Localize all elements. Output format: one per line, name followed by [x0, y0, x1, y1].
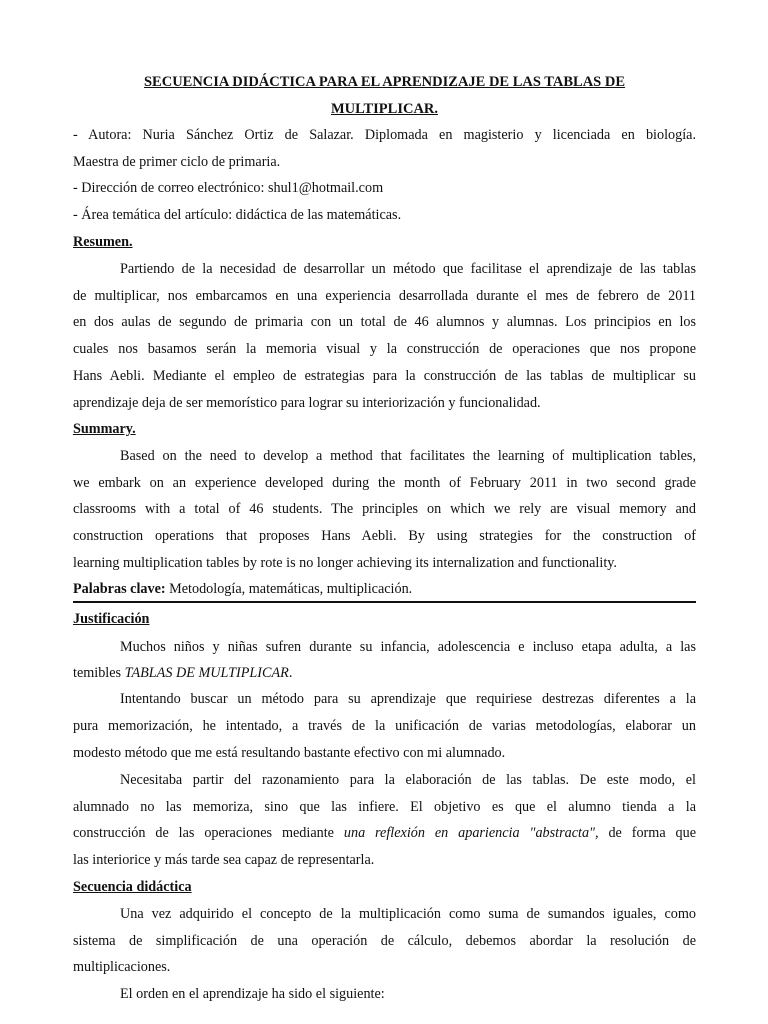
- justificacion-line: pura memorización, he intentado, a través de la unificación de varias metodologías, elaborar un: [73, 718, 696, 734]
- keywords-label: Palabras clave:: [73, 581, 166, 597]
- justificacion-line: [73, 660, 696, 687]
- summary-line: Based on the need to develop a method that facilitates the learning of multiplication tables,: [120, 448, 696, 464]
- resumen-line: de multiplicar, nos embarcamos en una experiencia desarrollada durante el mes de febrero de 2011: [73, 288, 696, 304]
- section-divider: [73, 601, 696, 603]
- author-line-2: Maestra de primer ciclo de primaria.: [73, 154, 281, 170]
- justificacion-heading: Justificación: [73, 611, 150, 627]
- text-span: .: [288, 665, 293, 681]
- summary-line: classrooms with a total of 46 students. The principles on which we rely are visual memory and: [73, 501, 696, 517]
- secuencia-line: Una vez adquirido el concepto de la multiplicación como suma de sumandos iguales, como: [120, 906, 696, 922]
- justificacion-line: Intentando buscar un método para su aprendizaje que requiriese destrezas diferentes a la: [120, 691, 696, 707]
- text-span: construcción de las operaciones mediante: [73, 825, 344, 841]
- resumen-line: cuales nos basamos serán la memoria visual y la construcción de operaciones que nos propone: [73, 341, 696, 357]
- author-line: - Autora: Nuria Sánchez Ortiz de Salazar. Diplomada en magisterio y licenciada en biología.: [73, 127, 696, 143]
- email-line: - Dirección de correo electrónico: shul1@hotmail.com: [73, 180, 384, 196]
- italic-text: una reflexión en apariencia "abstracta": [343, 825, 596, 841]
- secuencia-heading: Secuencia didáctica: [73, 879, 192, 895]
- resumen-line: aprendizaje deja de ser memorístico para lograr su interiorización y funcionalidad.: [73, 395, 541, 411]
- summary-line: construction operations that proposes Hans Aebli. By using strategies for the construction of: [73, 528, 696, 544]
- keywords-line: [73, 576, 696, 603]
- document-title-line-1: SECUENCIA DIDÁCTICA PARA EL APRENDIZAJE DE LAS TABLAS DE: [143, 74, 626, 90]
- justificacion-line: Necesitaba partir del razonamiento para la elaboración de las tablas. De este modo, el: [120, 772, 696, 788]
- secuencia-line: sistema de simplificación de una operación de cálculo, debemos abordar la resolución de: [73, 933, 696, 949]
- secuencia-line: multiplicaciones.: [73, 959, 171, 975]
- document-title-line-2: MULTIPLICAR.: [330, 101, 439, 117]
- italic-text: TABLAS DE MULTIPLICAR: [124, 665, 289, 681]
- area-line: - Área temática del artículo: didáctica de las matemáticas.: [73, 207, 402, 223]
- summary-line: learning multiplication tables by rote is no longer achieving its internalization and functionality.: [73, 555, 617, 571]
- text-span: , de forma que: [595, 825, 696, 841]
- secuencia-line: El orden en el aprendizaje ha sido el siguiente:: [120, 986, 385, 1002]
- resumen-heading: Resumen.: [73, 234, 133, 250]
- resumen-line: Hans Aebli. Mediante el empleo de estrategias para la construcción de las tablas de multiplicar su: [73, 368, 696, 384]
- keywords-value: Metodología, matemáticas, multiplicación.: [165, 581, 413, 597]
- text-span: temibles: [73, 665, 125, 681]
- summary-heading: Summary.: [73, 421, 136, 437]
- justificacion-line: modesto método que me está resultando bastante efectivo con mi alumnado.: [73, 745, 506, 761]
- justificacion-line: alumnado no las memoriza, sino que las infiere. El objetivo es que el alumno tienda a la: [73, 799, 696, 815]
- justificacion-line: Muchos niños y niñas sufren durante su infancia, adolescencia e incluso etapa adulta, a las: [120, 639, 696, 655]
- resumen-line: en dos aulas de segundo de primaria con un total de 46 alumnos y alumnas. Los principios en los: [73, 314, 696, 330]
- justificacion-line: las interiorice y más tarde sea capaz de representarla.: [73, 852, 375, 868]
- justificacion-line: [73, 820, 696, 847]
- resumen-line: Partiendo de la necesidad de desarrollar un método que facilitase el aprendizaje de las tablas: [120, 261, 696, 277]
- summary-line: we embark on an experience developed during the month of February 2011 in two second grade: [73, 475, 696, 491]
